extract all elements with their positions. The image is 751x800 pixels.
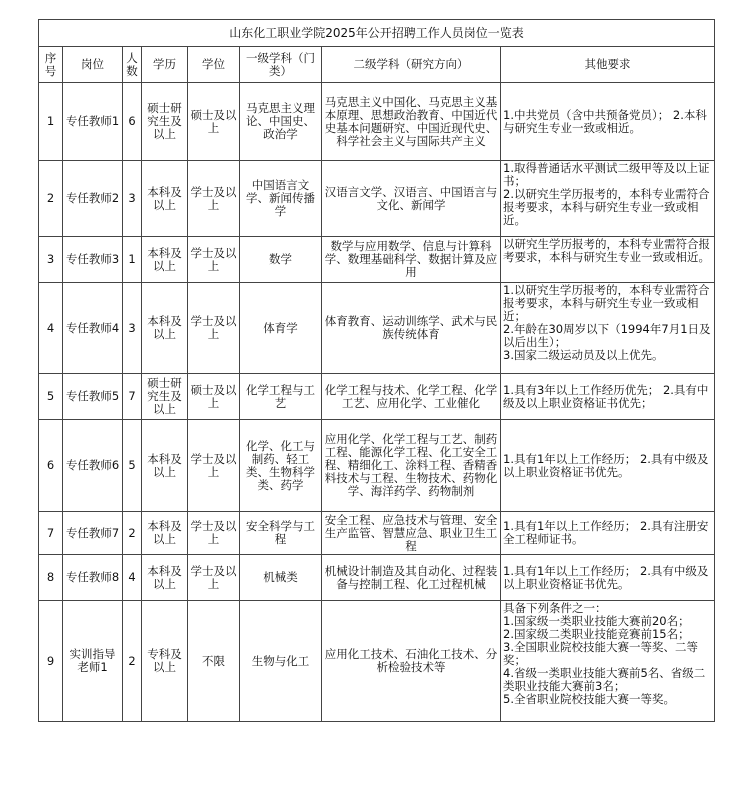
cell-education: 专科及以上 — [142, 601, 188, 722]
cell-education: 硕士研究生及以上 — [142, 374, 188, 420]
requirement-line: 4.省级一类职业技能大赛前5名、省级二类职业技能大赛前3名； — [503, 666, 706, 693]
cell-count: 2 — [123, 512, 142, 555]
requirement-line: 2.具有注册安全工程师证书。 — [503, 519, 709, 546]
cell-discipline1: 安全科学与工程 — [240, 512, 322, 555]
cell-degree: 学士及以上 — [188, 420, 240, 512]
cell-count: 3 — [123, 161, 142, 237]
requirement-line: 1.具有3年以上工作经历优先； — [503, 382, 660, 397]
cell-no: 2 — [39, 161, 63, 237]
cell-degree: 硕士及以上 — [188, 83, 240, 161]
cell-post: 专任教师3 — [63, 237, 123, 283]
cell-no: 3 — [39, 237, 63, 283]
requirement-line: 具备下列条件之一： — [503, 601, 607, 615]
cell-education: 本科及以上 — [142, 237, 188, 283]
cell-requirements — [501, 512, 715, 555]
header-row — [39, 47, 715, 83]
cell-post: 专任教师8 — [63, 555, 123, 601]
cell-count: 4 — [123, 555, 142, 601]
cell-post: 专任教师6 — [63, 420, 123, 512]
requirement-line: 1.取得普通话水平测试二级甲等及以上证书； — [503, 161, 710, 188]
table-row — [39, 512, 715, 555]
header-post: 岗位 — [63, 47, 123, 83]
cell-discipline1: 机械类 — [240, 555, 322, 601]
cell-no: 4 — [39, 283, 63, 374]
table-row — [39, 374, 715, 420]
cell-discipline1: 体育学 — [240, 283, 322, 374]
cell-count: 5 — [123, 420, 142, 512]
cell-discipline1: 生物与化工 — [240, 601, 322, 722]
requirement-line: 以研究生学历报考的，本科专业需符合报考要求，本科与研究生专业一致或相近。 — [503, 237, 710, 264]
cell-discipline2: 应用化学、化学工程与工艺、制药工程、能源化学工程、化工安全工程、精细化工、涂料工程、香精香料技术与工程、生物技术、药物化学、海洋药学、药物制剂 — [322, 420, 501, 512]
cell-education: 本科及以上 — [142, 283, 188, 374]
cell-count: 3 — [123, 283, 142, 374]
cell-post: 专任教师4 — [63, 283, 123, 374]
cell-no: 9 — [39, 601, 63, 722]
cell-discipline1: 化学、化工与制药、轻工类、生物科学类、药学 — [240, 420, 322, 512]
cell-education: 硕士研究生及以上 — [142, 83, 188, 161]
cell-count: 1 — [123, 237, 142, 283]
cell-requirements — [501, 601, 715, 722]
cell-requirements — [501, 283, 715, 374]
cell-discipline1: 化学工程与工艺 — [240, 374, 322, 420]
cell-requirements — [501, 83, 715, 161]
table-row — [39, 555, 715, 601]
header-count: 人数 — [123, 47, 142, 83]
cell-post: 实训指导老师1 — [63, 601, 123, 722]
requirement-line: 1.具有1年以上工作经历； — [503, 451, 637, 466]
requirement-line: 1.中共党员（含中共预备党员）； — [503, 107, 670, 122]
requirement-line: 3.全国职业院校技能大赛一等奖、二等奖； — [503, 640, 698, 667]
cell-degree: 学士及以上 — [188, 161, 240, 237]
cell-discipline2: 化学工程与技术、化学工程、化学工艺、应用化学、工业催化 — [322, 374, 501, 420]
cell-no: 6 — [39, 420, 63, 512]
header-no: 序号 — [39, 47, 63, 83]
header-discipline1: 一级学科（门类） — [240, 47, 322, 83]
header-requirements: 其他要求 — [501, 47, 715, 83]
requirement-line: 1.以研究生学历报考的，本科专业需符合报考要求，本科与研究生专业一致或相近； — [503, 283, 710, 323]
cell-discipline1: 马克思主义理论、中国史、政治学 — [240, 83, 322, 161]
cell-post: 专任教师2 — [63, 161, 123, 237]
cell-no: 8 — [39, 555, 63, 601]
table-row — [39, 283, 715, 374]
cell-discipline2: 安全工程、应急技术与管理、安全生产监管、智慧应急、职业卫生工程 — [322, 512, 501, 555]
cell-discipline1: 中国语言文学、新闻传播学 — [240, 161, 322, 237]
cell-count: 6 — [123, 83, 142, 161]
cell-requirements — [501, 374, 715, 420]
cell-discipline2: 数学与应用数学、信息与计算科学、数理基础科学、数据计算及应用 — [322, 237, 501, 283]
table-row — [39, 161, 715, 237]
requirement-line: 2.以研究生学历报考的，本科专业需符合报考要求，本科与研究生专业一致或相近。 — [503, 187, 710, 227]
cell-post: 专任教师7 — [63, 512, 123, 555]
cell-discipline2: 汉语言文学、汉语言、中国语言与文化、新闻学 — [322, 161, 501, 237]
cell-no: 7 — [39, 512, 63, 555]
cell-discipline1: 数学 — [240, 237, 322, 283]
requirement-line: 2.具有中级及以上职业资格证书优先； — [503, 382, 709, 410]
requirement-line: 2.本科与研究生专业一致或相近。 — [503, 107, 707, 135]
cell-discipline2: 马克思主义中国化、马克思主义基本原理、思想政治教育、中国近代史基本问题研究、中国近现代史、科学社会主义与国际共产主义 — [322, 83, 501, 161]
table-row — [39, 601, 715, 722]
header-education: 学历 — [142, 47, 188, 83]
cell-count: 2 — [123, 601, 142, 722]
requirement-line: 2.年龄在30周岁以下（1994年7月1日及以后出生）； — [503, 322, 711, 349]
cell-discipline2: 体育教育、运动训练学、武术与民族传统体育 — [322, 283, 501, 374]
table-row — [39, 420, 715, 512]
cell-degree: 不限 — [188, 601, 240, 722]
cell-discipline2: 机械设计制造及其自动化、过程装备与控制工程、化工过程机械 — [322, 555, 501, 601]
cell-requirements — [501, 237, 715, 283]
table-row — [39, 237, 715, 283]
cell-discipline2: 应用化工技术、石油化工技术、分析检验技术等 — [322, 601, 501, 722]
recruitment-table-sheet — [38, 19, 714, 722]
cell-post: 专任教师1 — [63, 83, 123, 161]
header-degree: 学位 — [188, 47, 240, 83]
requirement-line: 2.具有中级及以上职业资格证书优先。 — [503, 563, 709, 591]
recruitment-table — [38, 19, 715, 722]
table-title: 山东化工职业学院2025年公开招聘工作人员岗位一览表 — [39, 20, 715, 47]
cell-degree: 学士及以上 — [188, 512, 240, 555]
table-row — [39, 83, 715, 161]
cell-post: 专任教师5 — [63, 374, 123, 420]
cell-requirements — [501, 555, 715, 601]
requirement-line: 1.具有1年以上工作经历； — [503, 519, 637, 533]
cell-requirements — [501, 161, 715, 237]
cell-degree: 学士及以上 — [188, 237, 240, 283]
cell-education: 本科及以上 — [142, 161, 188, 237]
cell-requirements — [501, 420, 715, 512]
cell-education: 本科及以上 — [142, 512, 188, 555]
requirement-line: 1.具有1年以上工作经历； — [503, 563, 637, 578]
cell-degree: 学士及以上 — [188, 555, 240, 601]
cell-count: 7 — [123, 374, 142, 420]
cell-no: 5 — [39, 374, 63, 420]
cell-education: 本科及以上 — [142, 420, 188, 512]
cell-education: 本科及以上 — [142, 555, 188, 601]
cell-degree: 学士及以上 — [188, 283, 240, 374]
requirement-line: 1.国家级一类职业技能大赛前20名； — [503, 614, 690, 628]
cell-degree: 硕士及以上 — [188, 374, 240, 420]
requirement-line: 2.具有中级及以上职业资格证书优先。 — [503, 451, 709, 479]
requirement-line: 5.全省职业院校技能大赛一等奖。 — [503, 692, 675, 706]
cell-no: 1 — [39, 83, 63, 161]
requirement-line: 2.国家级二类职业技能竞赛前15名； — [503, 627, 690, 641]
requirement-line: 3.国家二级运动员及以上优先。 — [503, 348, 664, 362]
header-discipline2: 二级学科（研究方向） — [322, 47, 501, 83]
